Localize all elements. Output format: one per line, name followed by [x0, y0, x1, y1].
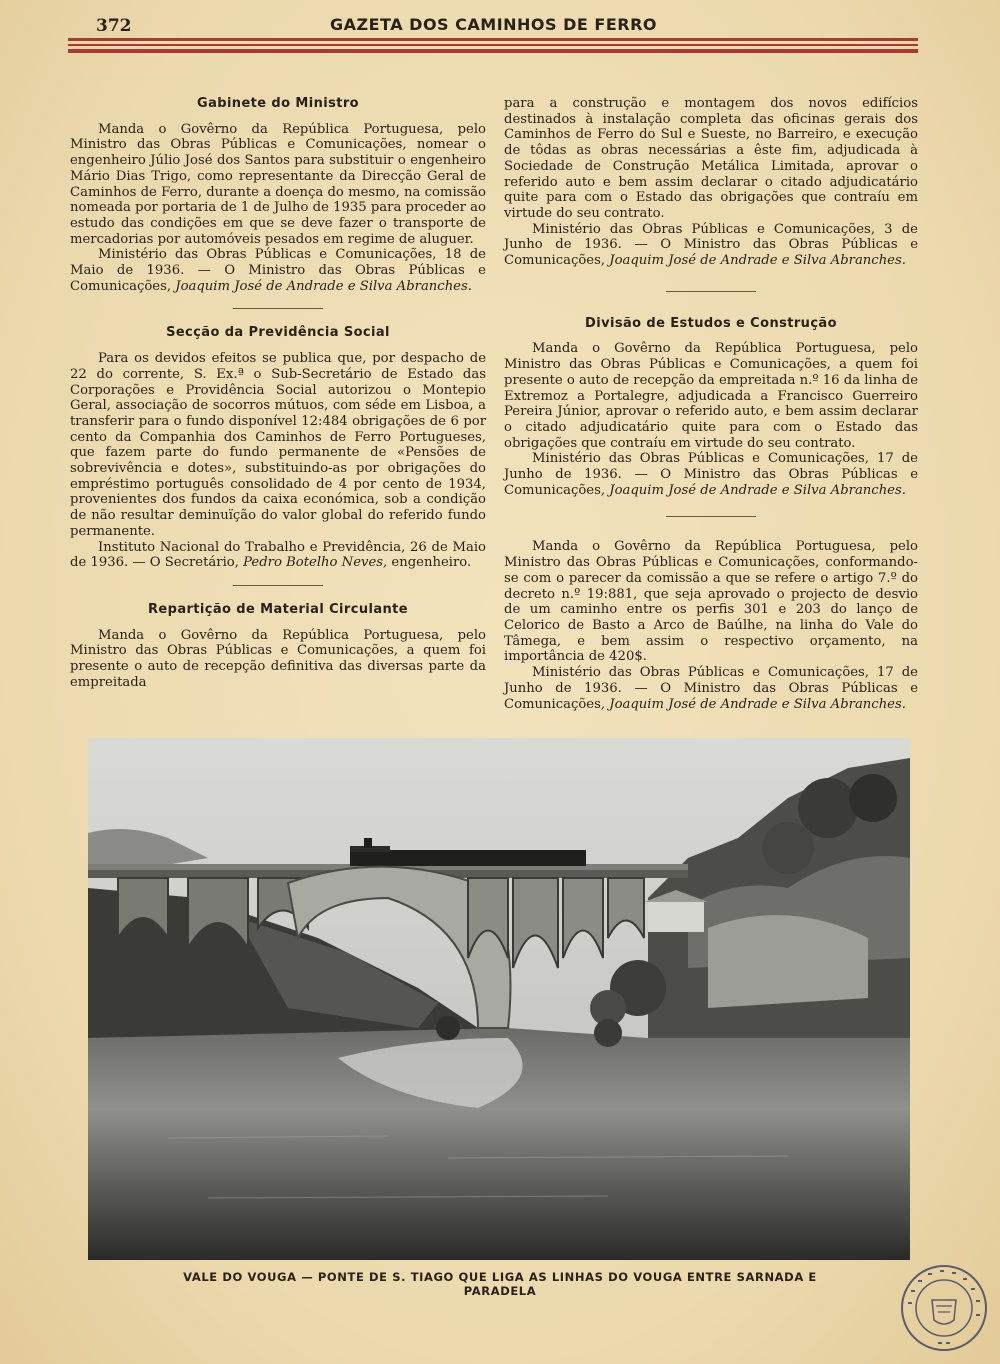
article-paragraph: Manda o Govêrno da República Portuguesa, pelo Ministro das Obras Públicas e Comunicações, a quem foi presente o auto de recepção definitiva das diversas parte da empreitada	[70, 627, 486, 690]
dateline-text: Ministério das Obras Públicas e Comunicações, 17 de Junho de 1936. — O Ministro das Obras Públicas e Comunicações,	[504, 665, 918, 712]
page-number: 372	[96, 16, 132, 36]
running-head-title: GAZETA DOS CAMINHOS DE FERRO	[330, 15, 658, 34]
article-dateline	[504, 665, 918, 712]
signature: Pedro Botelho Neves,	[243, 555, 388, 571]
article-paragraph: Para os devidos efeitos se publica que, por despacho de 22 do corrente, S. Ex.ª o Sub-Secretário de Estado das Corporações e Providência Social autorizou o Montepio Geral, associação de socorros mútuos, com séde em Lisboa, a transferir para o fundo disponível 12:484 obrigações de 6 por cento da Companhia dos Caminhos de Ferro Portugueses, que fazem parte do fundo permanente de «Pensões de sobrevivência e dotes», substituindo-as por obrigações do empréstimo português consolidado de 4 por cento de 1934, provenientes dos fundos da caixa económica, sob a condição de não resultar deminuïção do valor global do referido fundo permanente.	[70, 351, 486, 539]
library-seal-icon	[898, 1262, 990, 1354]
dateline-text: Ministério das Obras Públicas e Comunicações, 3 de Junho de 1936. — O Ministro das Obras Públicas e Comunicações,	[504, 221, 918, 269]
signature: Joaquim José de Andrade e Silva Abranches.	[609, 253, 906, 269]
separator-rule	[233, 308, 323, 309]
bridge-photo-illustration	[88, 738, 910, 1260]
left-column	[70, 96, 486, 691]
separator-rule	[666, 516, 756, 517]
signature-title: engenheiro.	[387, 555, 472, 571]
section-heading-previdencia: Secção da Previdência Social	[166, 325, 390, 341]
article-dateline	[70, 540, 486, 571]
article-dateline	[70, 247, 486, 294]
separator-rule	[233, 585, 323, 586]
dateline-text: Instituto Nacional do Trabalho e Previdência, 26 de Maio de 1936. — O Secretário,	[70, 539, 486, 571]
article-paragraph: Manda o Govêrno da República Portuguesa, pelo Ministro das Obras Públicas e Comunicações, conformando-se com o parecer da comissão a que se refere o artigo 7.º do decreto n.º 19:881, que seja aprovado o projecto de desvio de um caminho entre os perfis 301 e 203 do lanço de Celorico de Basto a Arco de Baúlhe, na linha do Vale do Tâmega, e bem assim o respectivo orçamento, na importância de 420$.	[504, 539, 918, 665]
article-paragraph: Manda o Govêrno da República Portuguesa, pelo Ministro das Obras Públicas e Comunicações, a quem foi presente o auto de recepção da empreitada n.º 16 da linha de Extremoz a Portalegre, adjudicada a Francisco Guerreiro Pereira Júnior, aprovar o referido auto, e bem assim declarar o citado adjudicatário quite para com o Estado das obrigações que contraíu em virtude do seu contrato.	[504, 341, 918, 451]
photo-caption: VALE DO VOUGA — PONTE DE S. TIAGO QUE LIGA AS LINHAS DO VOUGA ENTRE SARNADA E PARADELA	[183, 1270, 817, 1298]
section-heading-material-circulante: Repartição de Material Circulante	[147, 601, 409, 617]
article-paragraph: Manda o Govêrno da República Portuguesa, pelo Ministro das Obras Públicas e Comunicações, nomear o engenheiro Júlio José dos Santos para substituir o engenheiro Mário Dias Trigo, como representante da Direcção Geral de Caminhos de Ferro, durante a doença do mesmo, na comissão nomeada por portaria de 1 de Julho de 1935 para proceder ao estudo das condições em que se deve fazer o transporte de mercadorias por automóveis pesados em regime de aluguer.	[70, 121, 486, 247]
right-column	[504, 96, 918, 712]
signature: Joaquim José de Andrade e Silva Abranches.	[609, 482, 906, 498]
separator-rule	[666, 291, 756, 292]
signature: Joaquim José de Andrade e Silva Abranches.	[175, 278, 472, 294]
section-heading-divisao-estudos: Divisão de Estudos e Construção	[585, 315, 837, 331]
dateline-text: Ministério das Obras Públicas e Comunicações, 18 de Maio de 1936. — O Ministro das Obras Públicas e Comunicações,	[70, 247, 486, 294]
section-heading-gabinete: Gabinete do Ministro	[197, 96, 359, 111]
signature: Joaquim José de Andrade e Silva Abranches.	[609, 696, 906, 712]
dateline-text: Ministério das Obras Públicas e Comunicações, 17 de Junho de 1936. — O Ministro das Obras Públicas e Comunicações,	[504, 451, 918, 498]
article-dateline	[504, 451, 918, 498]
article-paragraph-continued: para a construção e montagem dos novos edifícios destinados à instalação completa das oficinas gerais dos Caminhos de Ferro do Sul e Sueste, no Barreiro, e execução de tôdas as obras necessárias a êste fim, adjudicada à Sociedade de Construção Metálica Limitada, aprovar o referido auto e bem assim declarar o citado adjudicatário quite para com o Estado das obrigações que contraíu em virtude do seu contrato.	[504, 96, 918, 221]
bridge-photograph	[88, 738, 910, 1260]
article-dateline	[504, 222, 918, 269]
header-rule	[68, 38, 918, 54]
library-stamp	[898, 1262, 990, 1354]
